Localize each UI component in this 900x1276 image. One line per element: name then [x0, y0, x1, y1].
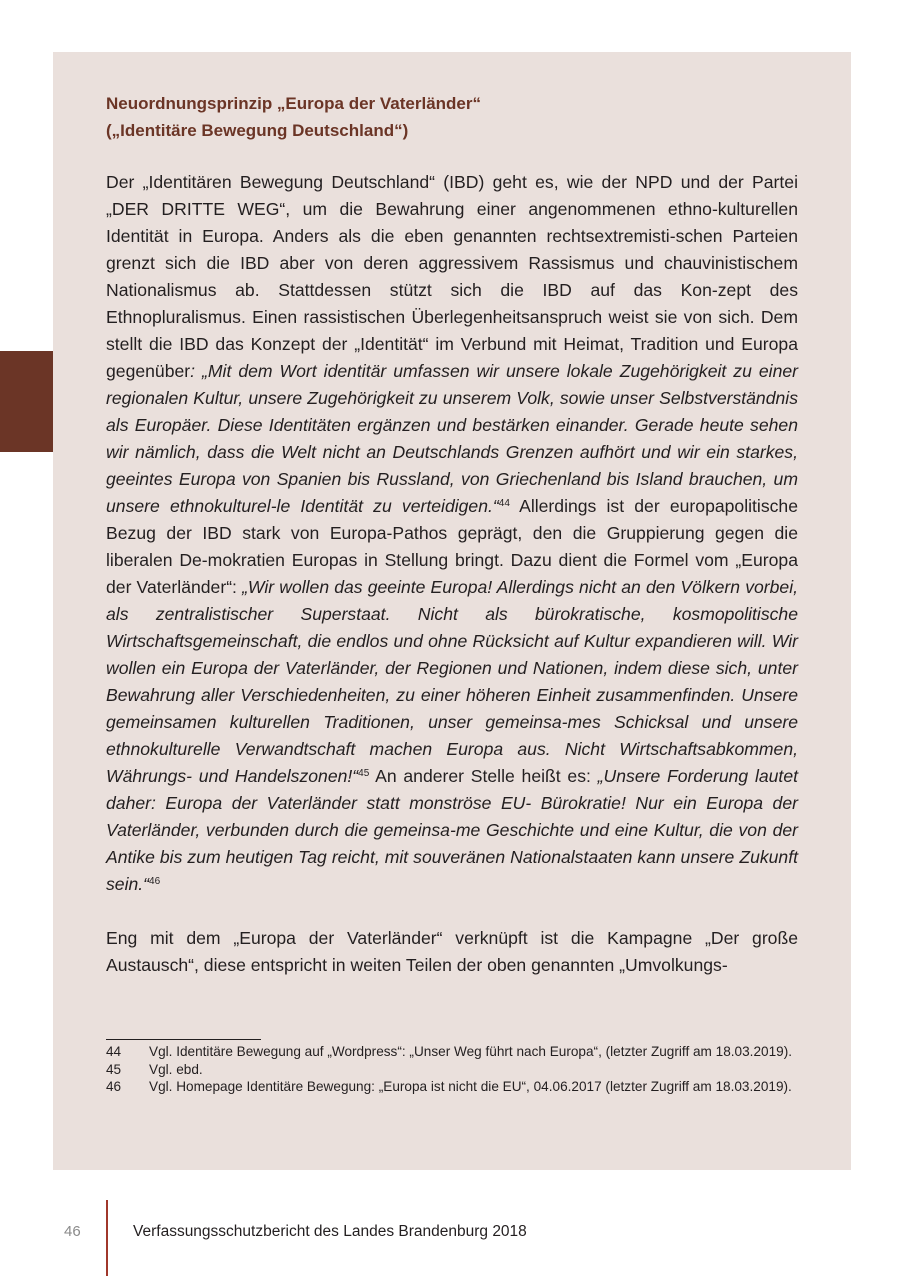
footnote-number: 45: [106, 1061, 122, 1077]
body-text: [106, 169, 798, 979]
heading-line-1: Neuordnungsprinzip „Europa der Vaterländer“: [106, 94, 481, 113]
paragraph-text: An anderer Stelle heißt es:: [369, 766, 598, 786]
footnote-ref-44: 44: [498, 498, 510, 509]
paragraph-1: [106, 169, 798, 898]
footnote-text: Vgl. ebd.: [149, 1061, 203, 1077]
footnote-ref-45: 45: [358, 768, 370, 779]
footnote-text: Vgl. Homepage Identitäre Bewegung: „Europa ist nicht die EU“, 04.06.2017 (letzter Zugriff am 18.03.2019).: [149, 1079, 792, 1094]
footnotes: [106, 1043, 796, 1096]
quote-europa-der-vaterlaender: „Wir wollen das geeinte Europa! Allerdings nicht an den Völkern vorbei, als zentralistischer Superstaat. Nicht als bürokratische, kosmopolitische Wirtschaftsgemeinschaft, die endlos und ohne Rücksicht auf Kultur expandieren will. Wir wollen ein Europa der Vaterländer, der Regionen und Nationen, indem diese sich, unter Bewahrung aller Verschiedenheiten, zu einer höheren Einheit zusammenfinden. Unsere gemeinsamen kulturellen Traditionen, unser gemeinsa-mes Schicksal und unsere ethnokulturelle Verwandtschaft machen Europa aus. Nicht Wirtschaftsabkommen, Währungs- und Handelszonen!“: [106, 577, 798, 786]
footnote-46: [106, 1078, 796, 1096]
paragraph-2: Eng mit dem „Europa der Vaterländer“ verknüpft ist die Kampagne „Der große Austausch“, diese entspricht in weiten Teilen der oben genannten „Umvolkungs-: [106, 928, 798, 975]
section-heading: [106, 90, 806, 144]
quote-identity: : „Mit dem Wort identitär umfassen wir unsere lokale Zugehörigkeit zu einer regionalen Kultur, unsere Zugehörigkeit zu unserem Volk, sowie unser Selbstverständnis als Europäer. Diese Identitäten ergänzen und bestärken einander. Gerade heute sehen wir nämlich, dass die Welt nicht an Deutschlands Grenzen aufhört und wir ein starkes, geeintes Europa von Spanien bis Russland, von Griechenland bis Island brauchen, um unsere ethnokulturel-le Identität zu verteidigen.“: [106, 361, 798, 516]
footnote-number: 44: [106, 1044, 122, 1059]
footnote-number: 46: [106, 1079, 122, 1094]
footnote-45: [106, 1061, 796, 1079]
footnote-ref-46: 46: [149, 876, 161, 887]
chapter-side-tab: [0, 351, 53, 452]
heading-line-2: („Identitäre Bewegung Deutschland“): [106, 121, 409, 140]
page-number: 46: [64, 1223, 81, 1240]
paragraph-text: Der „Identitären Bewegung Deutschland“ (IBD) geht es, wie der NPD und der Partei „DER DRITTE WEG“, um die Bewahrung einer angenommenen ethno-kulturellen Identität in Europa. Anders als die eben genannten rechtsextremisti-schen Parteien grenzt sich die IBD aber von deren aggressivem Rassismus und chauvinistischem Nationalismus ab. Stattdessen stützt sich die IBD auf das Kon-zept des Ethnopluralismus. Einen rassistischen Überlegenheitsanspruch weist sie von sich. Dem stellt die IBD das Konzept der „Identität“ im Verbund mit Heimat, Tradition und Europa gegenüber: [106, 172, 798, 381]
footer-divider: [106, 1200, 108, 1276]
running-footer-title: Verfassungsschutzbericht des Landes Brandenburg 2018: [133, 1223, 527, 1240]
footnote-44: [106, 1043, 796, 1061]
footnote-text: Vgl. Identitäre Bewegung auf „Wordpress“: „Unser Weg führt nach Europa“, (letzter Zugriff am 18.03.2019).: [149, 1044, 793, 1059]
paragraph-text: Allerdings ist der europapolitische Bezug der IBD stark von Europa-Pathos geprägt, den die Gruppierung gegen die liberalen De-mokratien Europas in Stellung bringt. Dazu dient die Formel vom „Europa der Vaterländer“:: [106, 496, 798, 597]
footnote-divider: [106, 1039, 261, 1040]
quote-forderung: „Unsere Forderung lautet daher: Europa der Vaterländer statt monströse EU- Bürokratie! Nur ein Europa der Vaterländer, verbunden durch die gemeinsa-me Geschichte und eine Kultur, die von der Antike bis zum heutigen Tag reicht, mit souveränen Nationalstaaten kann unsere Zukunft sein.“: [106, 766, 798, 894]
